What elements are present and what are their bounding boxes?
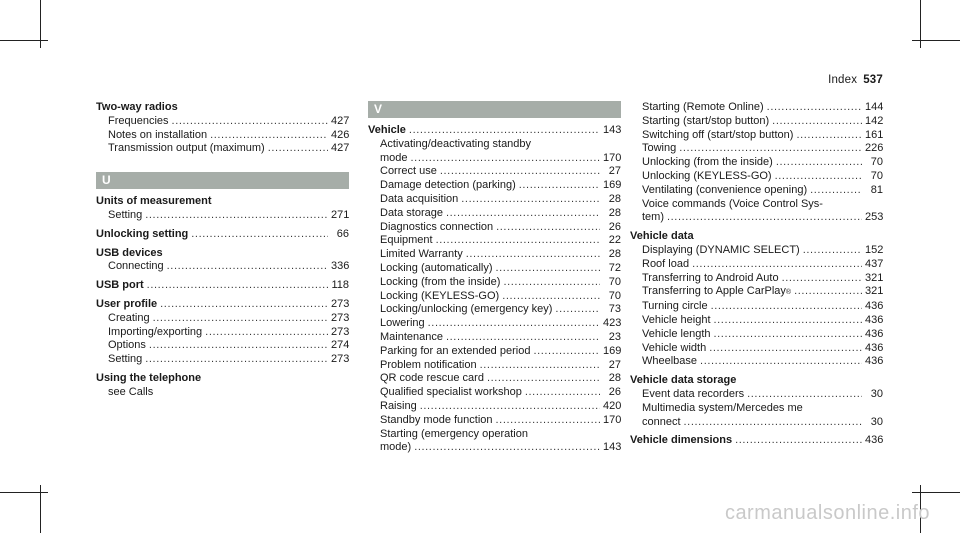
index-entry: Unlocking (from the inside) ..... 70 — [630, 156, 883, 170]
index-entry: mode ..... 170 — [368, 152, 621, 166]
see-reference: see Calls — [108, 385, 154, 398]
index-heading-using-telephone: Using the telephone — [96, 371, 202, 384]
index-entry: Diagnostics connection ..... 26 — [368, 221, 621, 235]
index-entry: Towing ..... 226 — [630, 142, 883, 156]
index-entry-line: Voice commands (Voice Control Sys- — [642, 197, 823, 210]
index-entry: Ventilating (convenience opening) ..... 81 — [630, 184, 883, 198]
index-entry: Qualified specialist workshop ..... 26 — [368, 386, 621, 400]
index-entry-line: Activating/deactivating standby — [380, 137, 532, 150]
index-entry-unlocking-setting: Unlocking setting ..... 66 — [96, 228, 349, 242]
index-entry: Starting (Remote Online) ..... 144 — [630, 101, 883, 115]
index-heading-units: Units of measurement — [96, 195, 212, 208]
page-number: 537 — [863, 74, 883, 86]
index-entry: Creating ..... 273 — [96, 312, 349, 326]
crop-mark — [912, 492, 960, 493]
index-entry: Unlocking (KEYLESS-GO) ..... 70 — [630, 170, 883, 184]
section-letter-v: V — [368, 101, 621, 118]
index-entry: Vehicle width ..... 436 — [630, 342, 883, 356]
index-entry: Notes on installation ..... 426 — [96, 129, 349, 143]
index-entry-user-profile: User profile ..... 273 — [96, 298, 349, 312]
index-entry: Turning circle ..... 436 — [630, 300, 883, 314]
index-entry: Parking for an extended period ..... 169 — [368, 345, 621, 359]
registered-mark: ® — [785, 289, 792, 297]
section-letter-u: U — [96, 172, 349, 189]
index-column-3 — [630, 101, 883, 448]
index-entry: Importing/exporting ..... 273 — [96, 326, 349, 340]
index-entry-line: Multimedia system/Mercedes me — [642, 401, 803, 414]
index-entry: Event data recorders ..... 30 — [630, 388, 883, 402]
index-entry: Equipment ..... 22 — [368, 234, 621, 248]
index-entry: Connecting ..... 336 — [96, 260, 349, 274]
index-entry: Correct use ..... 27 — [368, 165, 621, 179]
index-entry: Limited Warranty ..... 28 — [368, 248, 621, 262]
index-entry: Roof load ..... 437 — [630, 258, 883, 272]
index-heading-usb-devices: USB devices — [96, 246, 163, 259]
index-entry: Standby mode function ..... 170 — [368, 414, 621, 428]
index-entry: Problem notification ..... 27 — [368, 359, 621, 373]
index-entry: Lowering ..... 423 — [368, 317, 621, 331]
index-entry: Starting (start/stop button) ..... 142 — [630, 115, 883, 129]
crop-mark — [0, 492, 48, 493]
index-entry: Setting ..... 273 — [96, 353, 349, 367]
index-entry: Frequencies ..... 427 — [96, 115, 349, 129]
crop-mark — [912, 40, 960, 41]
index-entry: Locking (automatically) ..... 72 — [368, 262, 621, 276]
index-entry: Displaying (DYNAMIC SELECT) ..... 152 — [630, 244, 883, 258]
index-column-2 — [368, 101, 621, 455]
index-entry: Locking/unlocking (emergency key) ..... 73 — [368, 303, 621, 317]
index-entry-vehicle-dimensions: Vehicle dimensions ..... 436 — [630, 434, 883, 448]
index-entry: Maintenance ..... 23 — [368, 331, 621, 345]
index-heading-two-way-radios: Two-way radios — [96, 101, 178, 113]
index-entry: Transferring to Apple CarPlay ® ..... 321 — [630, 285, 883, 300]
index-entry: Switching off (start/stop button) ..... 161 — [630, 129, 883, 143]
index-entry: Wheelbase ..... 436 — [630, 355, 883, 369]
index-entry: connect ..... 30 — [630, 416, 883, 430]
index-entry: Transmission output (maximum) ..... 427 — [96, 142, 349, 156]
index-heading-vehicle-data-storage: Vehicle data storage — [630, 374, 737, 387]
index-entry: Locking (from the inside) ..... 70 — [368, 276, 621, 290]
index-entry-usb-port: USB port ..... 118 — [96, 279, 349, 293]
index-column-1 — [96, 101, 349, 400]
index-entry: Raising ..... 420 — [368, 400, 621, 414]
page-header — [828, 74, 883, 86]
watermark: carmanualsonline.info — [724, 502, 930, 524]
index-entry: Data storage ..... 28 — [368, 207, 621, 221]
index-entry: Options ..... 274 — [96, 339, 349, 353]
index-entry: QR code rescue card ..... 28 — [368, 372, 621, 386]
index-entry-vehicle: Vehicle ..... 143 — [368, 124, 621, 138]
index-entry: Vehicle length ..... 436 — [630, 328, 883, 342]
index-entry: tem) ..... 253 — [630, 211, 883, 225]
index-entry: Data acquisition ..... 28 — [368, 193, 621, 207]
index-entry: Locking (KEYLESS-GO) ..... 70 — [368, 290, 621, 304]
index-entry: mode) ..... 143 — [368, 441, 621, 455]
index-entry: Damage detection (parking) ..... 169 — [368, 179, 621, 193]
index-entry: Vehicle height ..... 436 — [630, 314, 883, 328]
index-entry-line: Starting (emergency operation — [380, 427, 528, 440]
section-title: Index — [828, 74, 858, 86]
index-entry: Setting ..... 271 — [96, 209, 349, 223]
index-heading-vehicle-data: Vehicle data — [630, 230, 694, 243]
crop-mark — [0, 40, 48, 41]
index-entry: Transferring to Android Auto ..... 321 — [630, 272, 883, 286]
